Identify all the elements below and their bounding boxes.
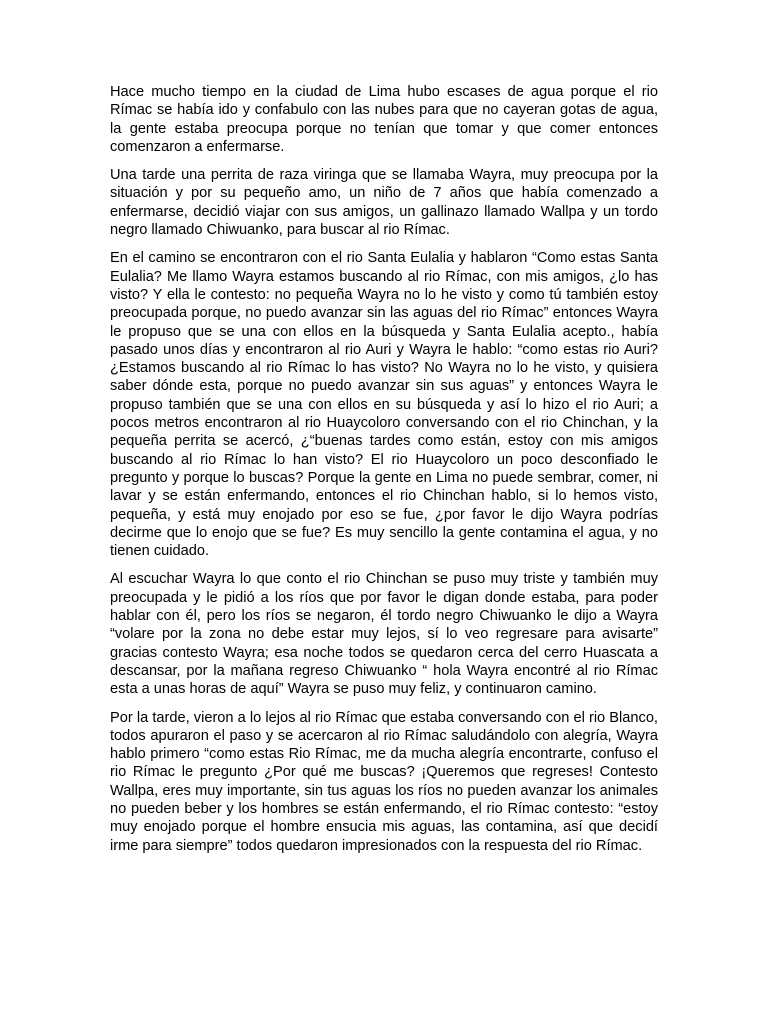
paragraph-1: Hace mucho tiempo en la ciudad de Lima hubo escases de agua porque el rio Rímac se había ido y confabulo con las nubes para que no cayeran gotas de agua, la gente estaba preocupa porque no tenían que tomar y que comer entonces comenzaron a enfermarse. [110, 84, 658, 155]
paragraph-5: Por la tarde, vieron a lo lejos al rio Rímac que estaba conversando con el rio Blanco, todos apuraron el paso y se acercaron al rio Rímac saludándolo con alegría, Wayra hablo primero “como estas Rio Rímac, me da mucha alegría encontrarte, confuso el rio Rímac le pregunto ¿Por qué me buscas? ¡Queremos que regreses! Contesto Wallpa, eres muy importante, sin tus aguas los ríos no pueden avanzar los animales no pueden beber y los hombres se están enfermando, el rio Rímac contesto: “estoy muy enojado porque el hombre ensucia mis aguas, las contamina, así que decidí irme para siempre” todos quedaron impresionados con la respuesta del rio Rímac. [110, 709, 658, 854]
paragraph-3: En el camino se encontraron con el rio Santa Eulalia y hablaron “Como estas Santa Eulalia? Me llamo Wayra estamos buscando al rio Rímac, con mis amigos, ¿lo has visto? Y ella le contesto: no pequeña Wayra no lo he visto y como tú también estoy preocupada porque, no puedo avanzar sin las aguas del rio Rímac” entonces Wayra le propuso que se una con ellos en la búsqueda y Santa Eulalia acepto., había pasado unos días y encontraron al rio Auri y Wayra le hablo: “como estas rio Auri? ¿Estamos buscando al rio Rímac lo has visto? No Wayra no lo he visto, y quisiera saber dónde esta, porque no puedo avanzar sin sus aguas” y entonces Wayra le propuso también que se una con ellos en su búsqueda y así lo hizo el rio Auri; a pocos metros encontraron al rio Huaycoloro conversando con el rio Chinchan, y la pequeña perrita se acercó, ¿“buenas tardes como están, estoy con mis amigos buscando al rio Rímac lo han visto? El rio Huaycoloro un poco desconfiado le pregunto y porque lo buscas? Porque la gente en Lima no puede sembrar, comer, ni lavar y se están enfermando, entonces el rio Chinchan hablo, si lo hemos visto, pequeña, y está muy enojado por eso se fue, ¿por favor le dijo Wayra podrías decirme que lo enojo que se fue? Es muy sencillo la gente contamina el agua, y no tienen cuidado. [110, 250, 658, 560]
paragraph-4: Al escuchar Wayra lo que conto el rio Chinchan se puso muy triste y también muy preocupada y le pidió a los ríos que por favor le digan donde estaba, para poder hablar con él, pero los ríos se negaron, él tordo negro Chiwuanko le dijo a Wayra “volare por la zona no debe estar muy lejos, sí lo veo regresare para avisarte” gracias contesto Wayra; esa noche todos se quedaron cerca del cerro Huascata a descansar, por la mañana regreso Chiwuanko “ hola Wayra encontré al rio Rímac esta a unas horas de aquí” Wayra se puso muy feliz, y continuaron camino. [110, 571, 658, 698]
document-page [110, 83, 658, 865]
paragraph-2: Una tarde una perrita de raza viringa que se llamaba Wayra, muy preocupa por la situación y por su pequeño amo, un niño de 7 años que había comenzado a enfermarse, decidió viajar con sus amigos, un gallinazo llamado Wallpa y un tordo negro llamado Chiwuanko, para buscar al rio Rímac. [110, 167, 658, 239]
